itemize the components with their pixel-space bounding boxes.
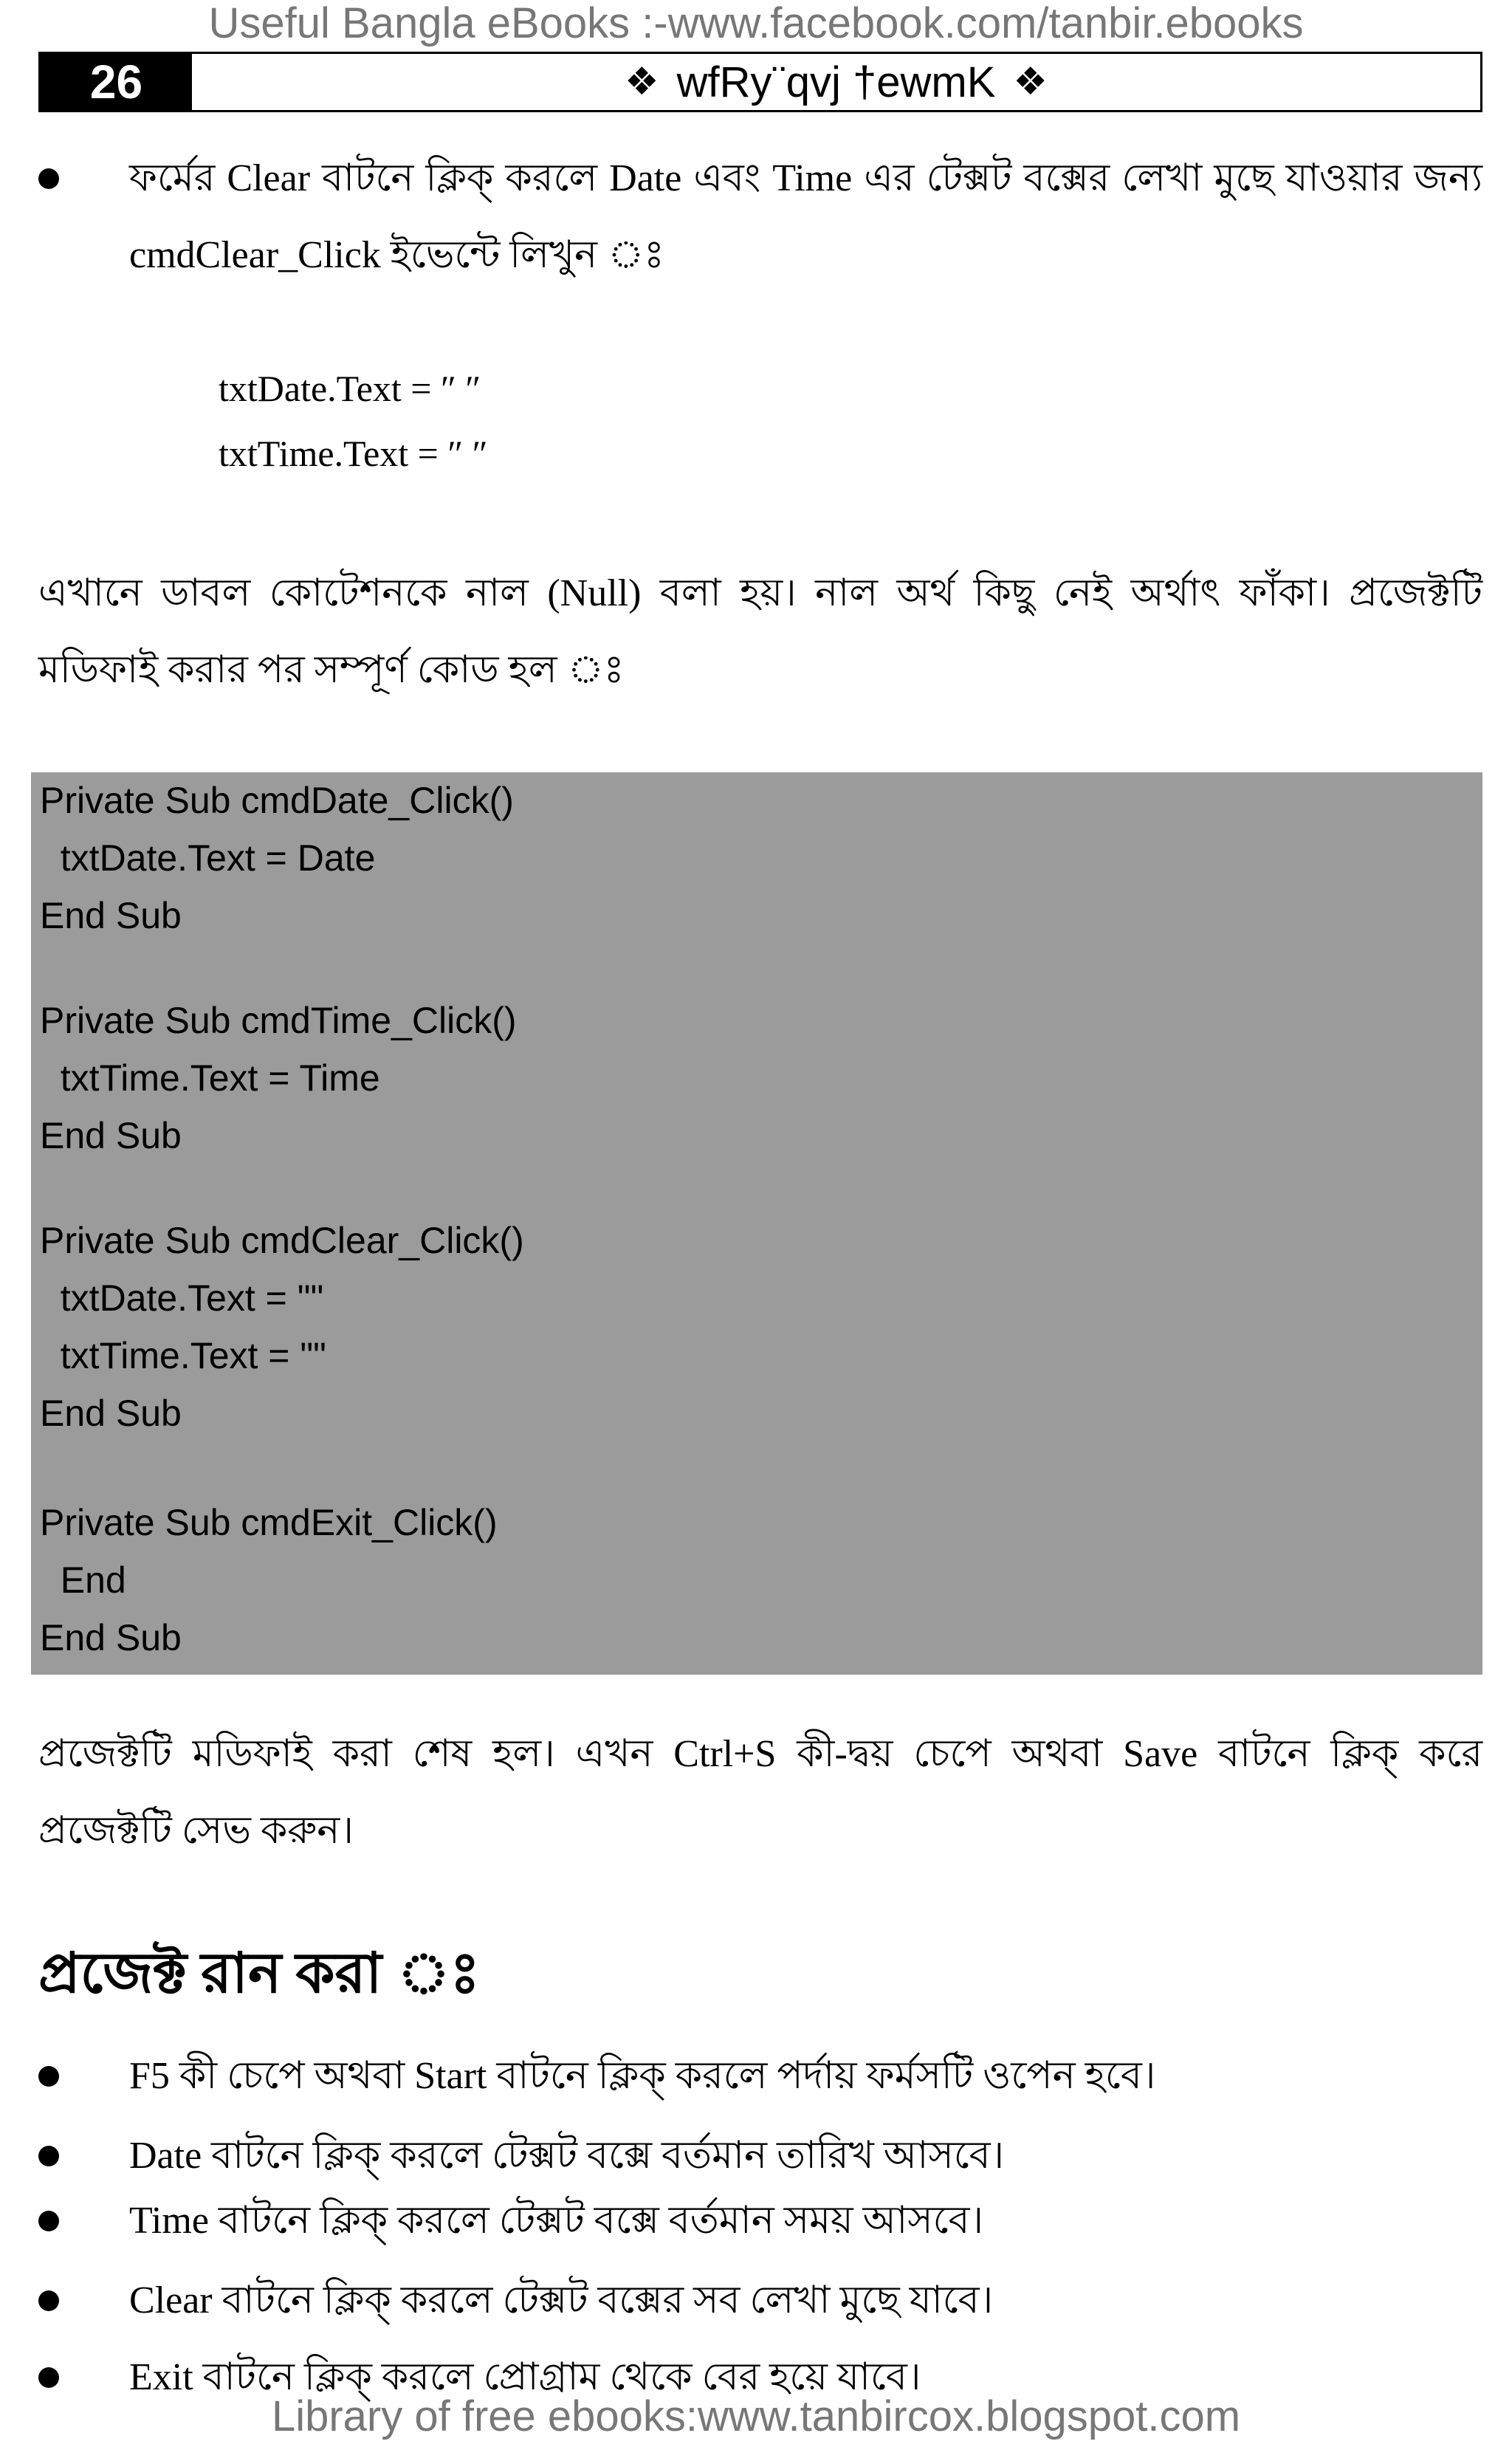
run-step [38, 2271, 1482, 2330]
run-heading: প্রজেক্ট রান করা ঃ [38, 1943, 481, 2005]
run-step [38, 2047, 1482, 2106]
chapter-title: wfRy¨qvj †ewmK [676, 58, 996, 106]
code-line: End [40, 1559, 126, 1601]
null-snippet [219, 356, 488, 486]
null-paragraph: এখানে ডাবল কোটেশনকে নাল (Null) বলা হয়। নাল অর্থ কিছু নেই অর্থাৎ ফাঁকা। প্রজেক্টটি মডিফাই করার পর সম্পূর্ণ কোড হল ঃ [38, 572, 1482, 691]
code-line: Private Sub cmdDate_Click() [40, 780, 514, 821]
save-paragraph: প্রজেক্টটি মডিফাই করা শেষ হল। এখন Ctrl+S কী-দ্বয় চেপে অথবা Save বাটনে ক্লিক্ করে প্রজেক্টটি সেভ করুন। [38, 1733, 1482, 1852]
code-line: Private Sub cmdExit_Click() [40, 1502, 498, 1543]
bullet-icon [38, 2290, 59, 2311]
page-header [38, 52, 1482, 112]
code-line: txtDate.Text = "" [40, 1277, 324, 1319]
run-step [38, 2127, 1482, 2186]
run-step [38, 2192, 1482, 2251]
bullet-icon [38, 2211, 59, 2231]
code-line: End Sub [40, 895, 182, 936]
ornament-right-icon: ❖ [1013, 61, 1048, 103]
ornament-left-icon: ❖ [624, 61, 659, 103]
snippet-line: txtDate.Text = ″ ″ [219, 368, 481, 409]
run-step-text: Time বাটনে ক্লিক্ করলে টেক্সট বক্সে বর্তমান সময় আসবে। [129, 2200, 984, 2242]
code-line: End Sub [40, 1115, 182, 1156]
code-block [31, 772, 1482, 1675]
run-step-text: Clear বাটনে ক্লিক্ করলে টেক্সট বক্সের সব লেখা মুছে যাবে। [129, 2279, 994, 2321]
code-line: End Sub [40, 1393, 182, 1434]
page-number: 26 [41, 54, 192, 110]
bullet-icon [38, 168, 59, 189]
run-step-text: F5 কী চেপে অথবা Start বাটনে ক্লিক্ করলে পর্দায় ফর্মসটি ওপেন হবে। [129, 2055, 1156, 2097]
bullet-icon [38, 2146, 59, 2166]
top-banner: Useful Bangla eBooks :-www.facebook.com/tanbir.ebooks [208, 0, 1304, 47]
intro-bullet-item [38, 140, 1482, 294]
chapter-title-bar [192, 54, 1480, 110]
bullet-icon [38, 2367, 59, 2388]
run-step-text: Date বাটনে ক্লিক্ করলে টেক্সট বক্সে বর্তমান তারিখ আসবে। [129, 2135, 1005, 2177]
intro-bullet-text: ফর্মের Clear বাটনে ক্লিক্ করলে Date এবং Time এর টেক্সট বক্সের লেখা মুছে যাওয়ার জন্য cmdClear_Click ইভেন্টে লিখুন ঃ [129, 157, 1482, 276]
snippet-line: txtTime.Text = ″ ″ [219, 433, 488, 474]
run-step-text: Exit বাটনে ক্লিক্ করলে প্রোগ্রাম থেকে বের হয়ে যাবে। [129, 2356, 921, 2398]
footer-banner: Library of free ebooks:www.tanbircox.blogspot.com [271, 2392, 1241, 2440]
code-line: End Sub [40, 1617, 182, 1658]
code-line: Private Sub cmdClear_Click() [40, 1220, 524, 1261]
code-line: Private Sub cmdTime_Click() [40, 1000, 517, 1041]
code-line: txtDate.Text = Date [40, 837, 376, 879]
code-line: txtTime.Text = "" [40, 1335, 326, 1376]
code-line: txtTime.Text = Time [40, 1057, 380, 1099]
bullet-icon [38, 2066, 59, 2087]
